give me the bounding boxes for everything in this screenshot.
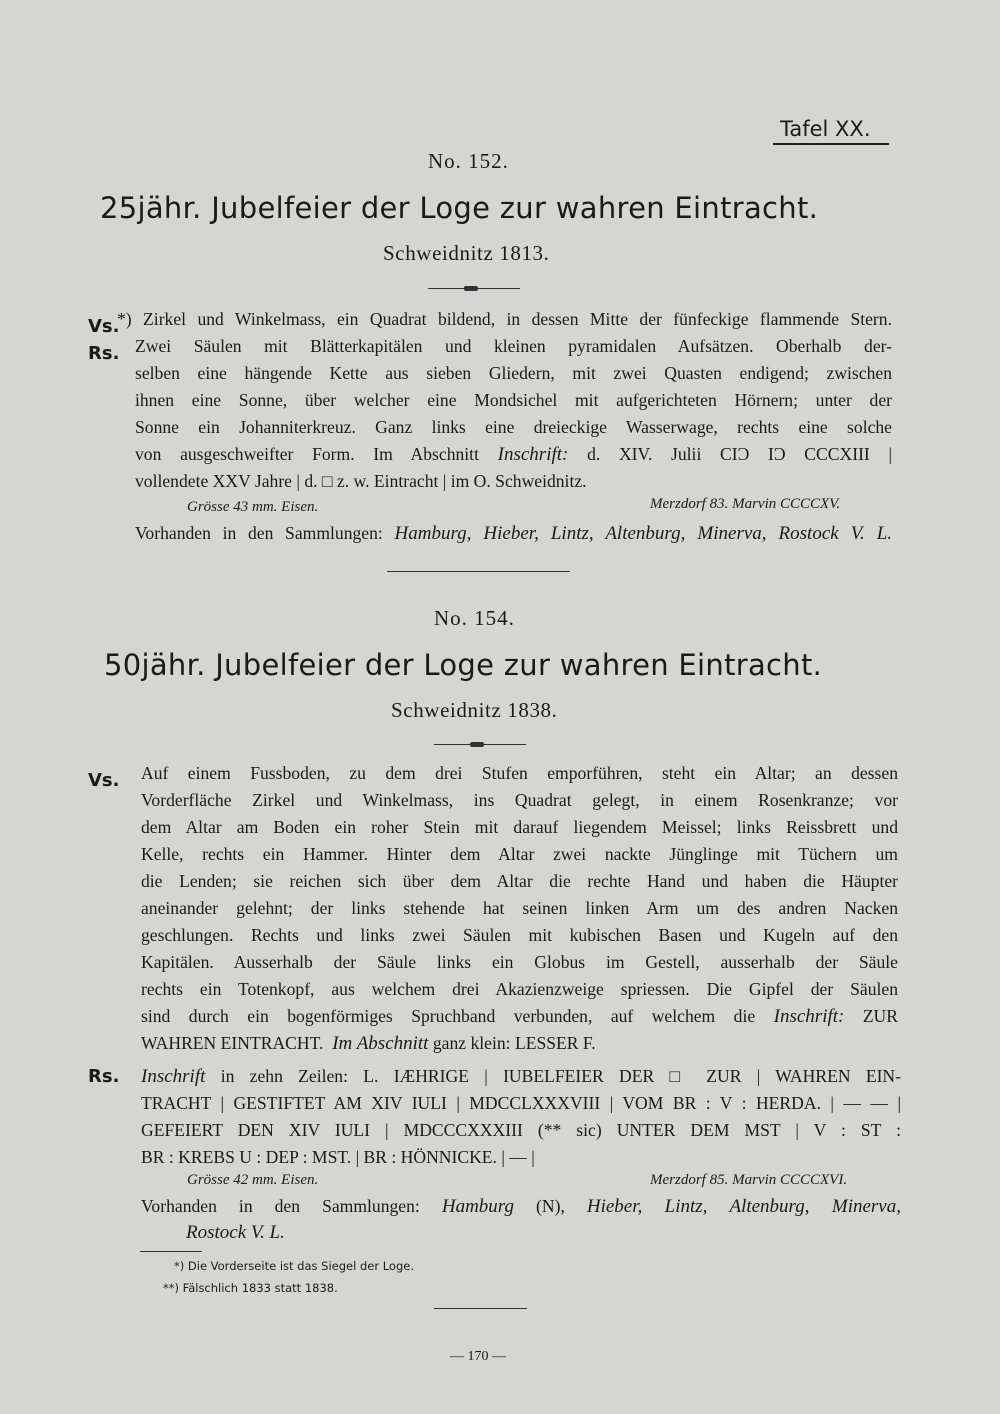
collections-list: Rostock V. L. <box>186 1222 285 1243</box>
entry-1-number: No. 152. <box>428 149 509 173</box>
entry-1-rs-label: Rs. <box>88 343 120 364</box>
ornament-center <box>470 742 484 747</box>
entry-1-rs-line: vollendete XXV Jahre | d. □ z. w. Eintracht | im O. Schweidnitz. <box>135 471 587 491</box>
plate-underline <box>773 143 889 145</box>
entry-1-rs-line: selben eine hängende Kette aus sieben Gliedern, mit zwei Quasten endigend; zwischen <box>135 363 892 383</box>
entry-1-vs-label: Vs. <box>88 316 120 337</box>
entry-2-vs-line: Auf einem Fussboden, zu dem drei Stufen emporführen, steht ein Altar; an dessen <box>141 763 898 783</box>
entry-2-vs-line: die Lenden; sie reichen sich über dem Altar die rechte Hand und haben die Häupter <box>141 871 898 891</box>
text-segment: d. XIV. Julii CIƆ IƆ CCCXIII | <box>587 444 892 464</box>
entry-2-vs-line: geschlungen. Rechts und links zwei Säulen mit kubischen Basen und Kugeln auf den <box>141 925 898 945</box>
text-segment: WAHREN EINTRACHT. <box>141 1033 324 1053</box>
entry-2-rs-line: BR : KREBS U : DEP : MST. | BR : HÖNNICKE. | — | <box>141 1147 535 1167</box>
entry-2-vs-label: Vs. <box>88 770 120 791</box>
plate-label: Tafel XX. <box>780 117 871 141</box>
abschnitt-label: Im Abschnitt <box>332 1033 429 1054</box>
text-segment: sind durch ein bogenförmiges Spruchband verbunden, auf welchem die <box>141 1006 756 1026</box>
footer-rule <box>434 1308 527 1309</box>
entry-2-rs-line <box>141 1063 901 1090</box>
entry-1-title: 25jähr. Jubelfeier der Loge zur wahren Eintracht. <box>100 191 819 225</box>
entry-1-place: Schweidnitz 1813. <box>383 241 550 265</box>
entry-2-size: Grösse 42 mm. Eisen. <box>187 1172 319 1188</box>
entry-2-vs-line: Vorderfläche Zirkel und Winkelmass, ins Quadrat gelegt, in einem Rosenkranze; vor <box>141 790 898 810</box>
entry-2-number: No. 154. <box>434 606 515 630</box>
ornament-center <box>464 286 478 291</box>
entry-2-rs-label: Rs. <box>88 1066 120 1087</box>
entry-2-vs-line: dem Altar am Boden ein roher Stein mit darauf liegendem Meissel; links Reissbrett und <box>141 817 898 837</box>
footnote: **) Fälschlich 1833 statt 1838. <box>163 1281 338 1295</box>
entry-2-rs-line: GEFEIERT DEN XIV IULI | MDCCCXXXIII (** sic) UNTER DEM MST | V : ST : <box>141 1120 901 1140</box>
collections-label: Vorhanden in den Sammlungen: <box>135 523 383 543</box>
inscription-label: Inschrift: <box>773 1006 845 1027</box>
entry-1-rs-line <box>135 441 892 468</box>
entry-2-collections-cont <box>186 1219 285 1246</box>
entry-2-vs-line <box>141 1030 596 1057</box>
entry-2-vs-line: aneinander gelehnt; der links stehende hat seinen linken Arm um des andren Nacken <box>141 898 898 918</box>
page-number: — 170 — <box>450 1349 506 1364</box>
collections-list: Hieber, Lintz, Altenburg, Minerva, <box>586 1196 901 1217</box>
entry-2-vs-line: Kelle, rechts ein Hammer. Hinter dem Altar zwei nackte Jünglinge mit Tüchern um <box>141 844 898 864</box>
footnote: *) Die Vorderseite ist das Siegel der Loge. <box>174 1259 414 1273</box>
entry-2-vs-line: rechts ein Totenkopf, aus welchem drei Akazienzweige spriessen. Die Gipfel der Säulen <box>141 979 898 999</box>
entry-1-rs-line: Sonne ein Johanniterkreuz. Ganz links eine dreieckige Wasserwage, rechts eine solche <box>135 417 892 437</box>
entry-2-rs-line: TRACHT | GESTIFTET AM XIV IULI | MDCCLXXXVIII | VOM BR : V : HERDA. | — — | <box>141 1093 901 1113</box>
collections-label: Vorhanden in den Sammlungen: <box>141 1196 420 1216</box>
entry-2-title: 50jähr. Jubelfeier der Loge zur wahren Eintracht. <box>104 648 823 682</box>
entry-1-rs-line: ihnen eine Sonne, über welcher eine Mondsichel mit aufgerichteten Hörnern; unter der <box>135 390 892 410</box>
inscription-label: Inschrift <box>141 1066 206 1087</box>
collections-note: (N), <box>536 1196 565 1216</box>
entry-1-vs-text: *) Zirkel und Winkelmass, ein Quadrat bildend, in dessen Mitte der fünfeckige flammende Stern. <box>117 309 892 329</box>
entry-2-vs-line <box>141 1003 898 1030</box>
text-segment: in zehn Zeilen: L. IÆHRIGE | IUBELFEIER DER □ ZUR | WAHREN EIN- <box>220 1066 901 1086</box>
entry-1-references: Merzdorf 83. Marvin CCCCXV. <box>650 496 841 512</box>
entry-2-references: Merzdorf 85. Marvin CCCCXVI. <box>650 1172 848 1188</box>
text-segment: ZUR <box>862 1006 898 1026</box>
entry-1-collections <box>135 520 892 547</box>
entry-2-place: Schweidnitz 1838. <box>391 698 558 722</box>
entry-2-vs-line: Kapitälen. Ausserhalb der Säule links ein Globus im Gestell, ausserhalb der Säule <box>141 952 898 972</box>
collections-list: Hamburg, Hieber, Lintz, Altenburg, Minerva, Rostock V. L. <box>394 523 893 544</box>
entry-2-collections <box>141 1193 901 1220</box>
text-segment: von ausgeschweifter Form. Im Abschnitt <box>135 444 479 464</box>
inscription-label: Inschrift: <box>497 444 569 465</box>
entry-1-size: Grösse 43 mm. Eisen. <box>187 499 319 515</box>
text-segment: ganz klein: LESSER F. <box>432 1033 596 1053</box>
collections-hamburg: Hamburg <box>441 1196 514 1217</box>
footnote-rule <box>140 1251 202 1252</box>
entry-1-rs-line: Zwei Säulen mit Blätterkapitälen und kleinen pyramidalen Aufsätzen. Oberhalb der- <box>135 336 892 356</box>
section-divider <box>387 571 570 572</box>
